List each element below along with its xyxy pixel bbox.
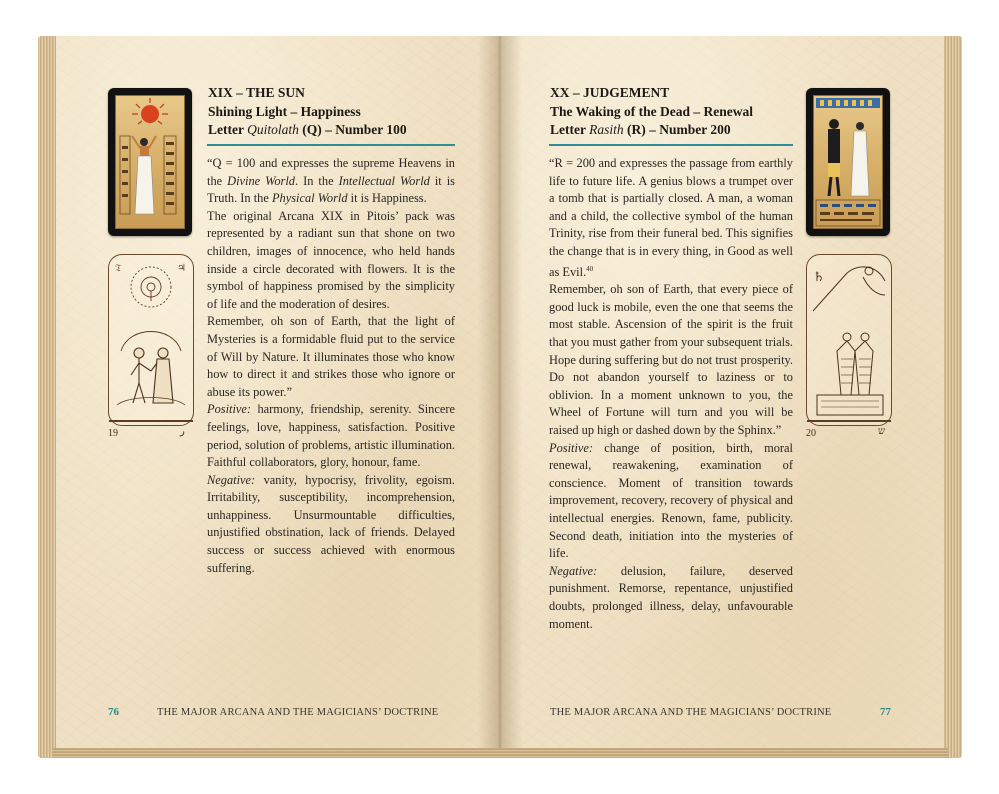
left-running-footer: THE MAJOR ARCANA AND THE MAGICIANS’ DOCTRINE (157, 707, 439, 718)
sun-card-illustration (116, 96, 184, 228)
saturn-glyph: ♄ (813, 270, 825, 285)
svg-text:♃: ♃ (177, 263, 186, 274)
left-positive: Positive: harmony, friendship, serenity. Sincere feelings, love, happiness, satisfaction. Positive period, solution of problems, artistic illumination. Faithful collaborators, glory, honour, fame. (207, 402, 455, 470)
right-negative: Negative: delusion, failure, deserved punishment. Remorse, repentance, unjustified doubts, prolonged illness, delay, unfavourable moment. (549, 563, 793, 631)
judgement-tarot-card (806, 88, 890, 236)
right-positive: Positive: change of position, birth, moral renewal, reawakening, examination of conscience. Moment of transition towards improvement, recovery, recovery of physical and intellectual energies. Renown, fame, publicity. Second death, initiation into the mysteries of life. (549, 440, 793, 561)
sun-arcana-sketch (108, 254, 194, 426)
sun-sketch-illustration (109, 255, 193, 425)
left-heading (208, 84, 458, 140)
right-subtitle: The Waking of the Dead – Renewal (550, 103, 754, 119)
left-page-number: 76 (108, 706, 119, 718)
left-letter-name: Quitolath (247, 122, 299, 137)
page-edges-bottom (52, 748, 948, 758)
sketch-glyph-left: ر (180, 426, 185, 437)
svg-text:𝔗: 𝔗 (115, 263, 122, 274)
right-body-text (549, 155, 793, 633)
left-paragraph-3: Remember, oh son of Earth, that the light of Mysteries is a formidable fluid put to the service of Will by Nature. It illuminates those who know how to direct it and strikes those who ignore or abuse its power.” (207, 314, 455, 399)
left-paragraph-1: “Q = 100 and expresses the supreme Heavens in the Divine World. In the Intellectual World it is Truth. In the Physical World it is Happiness. (207, 156, 455, 206)
sketch-number-20: 20 (806, 428, 816, 439)
sun-tarot-card (108, 88, 192, 236)
right-letter-line: Letter Rasith (R) – Number 200 (550, 122, 731, 137)
left-page (56, 36, 500, 748)
right-running-footer: THE MAJOR ARCANA AND THE MAGICIANS’ DOCTRINE (550, 707, 832, 718)
sketch-number-19: 19 (108, 428, 118, 439)
sketch-glyph-right: ש (878, 426, 886, 437)
left-heading-rule (207, 144, 455, 146)
left-title: XIX – THE SUN (208, 85, 305, 100)
left-paragraph-2: The original Arcana XIX in Pitois’ pack was represented by a radiant sun that shone on two children, images of innocence, who held hands inside a circle decorated with flowers. It is the symbol of happiness promised by the simplicity of life and the moderation of desires. (207, 208, 455, 311)
right-title: XX – JUDGEMENT (550, 85, 670, 100)
page-edges-right (942, 36, 962, 758)
footnote-ref: 40 (586, 264, 594, 273)
left-letter-line: Letter Quitolath (Q) – Number 100 (208, 122, 407, 137)
right-page-number: 77 (880, 706, 891, 718)
right-page (500, 36, 944, 748)
left-body-text (207, 155, 455, 577)
open-book (38, 36, 962, 758)
right-paragraph-1: “R = 200 and expresses the passage from earthly life to future life. A genius blows a trumpet over a tomb that is partially closed. A man, a woman and a child, the collective symbol of the human Trinity, rise from their funeral bed. This signifies the change that is in every thing, in Good as well as Evil.$^{40}$ (549, 156, 793, 279)
right-paragraph-2: Remember, oh son of Earth, that every piece of good luck is mobile, even the one that seems the most stable. Ascension of the spirit is the fruit that you must gather from your subsequent trials. Hope during suffering but do not trust prosperity. Do not abandon yourself to laziness or to oblivion. In a moment unknown to you, the Wheel of Fortune will turn and you will be raised up high or dashed down by the Sphinx.” (549, 282, 793, 438)
left-negative: Negative: vanity, hypocrisy, frivolity, egoism. Irritability, susceptibility, incomprehension, unhappiness. Unsurmountable difficulties, unjustified obstination, lack of friends. Delayed success or success achieved with enormous suffering. (207, 472, 455, 575)
judgement-card-illustration (814, 96, 882, 228)
page-edges-left (38, 36, 58, 758)
judgement-sketch-illustration (807, 255, 891, 425)
right-heading-rule (549, 144, 793, 146)
judgement-arcana-sketch (806, 254, 892, 426)
right-letter-name: Rasith (589, 122, 624, 137)
left-subtitle: Shining Light – Happiness (208, 103, 361, 119)
right-heading (550, 84, 800, 140)
